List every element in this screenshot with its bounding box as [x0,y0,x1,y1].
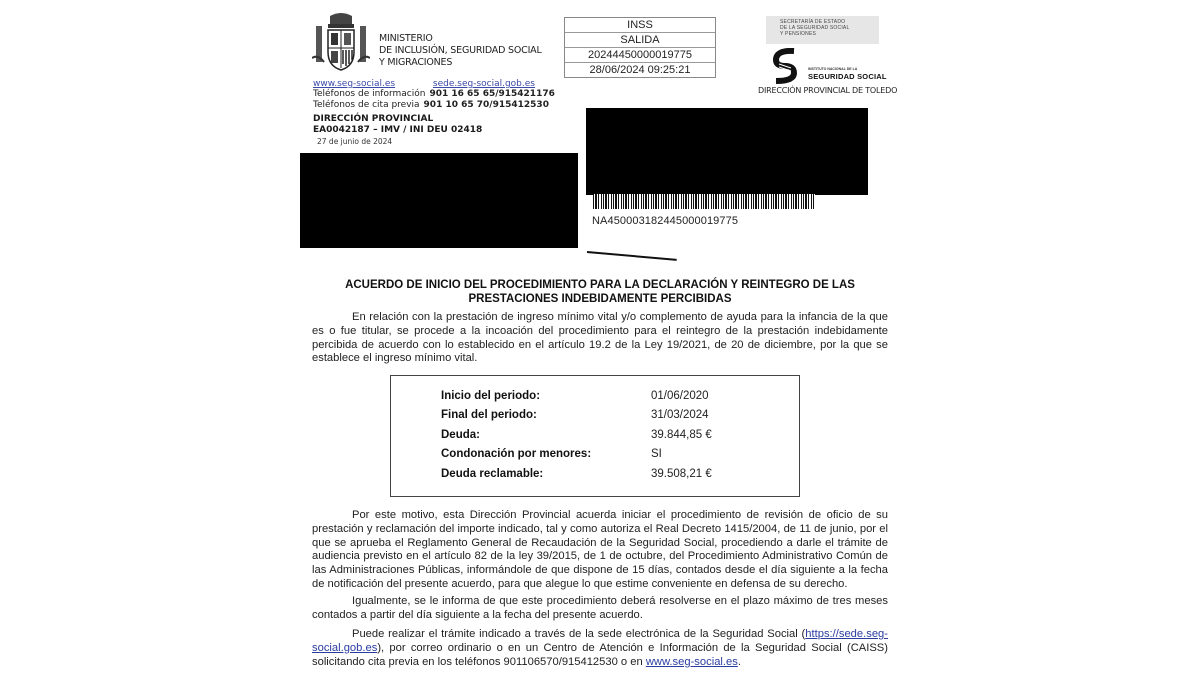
link-seg-social[interactable]: www.seg-social.es [313,79,396,89]
link-sede[interactable]: sede.seg-social.gob.es [432,79,535,89]
summary-label: Inicio del periodo: [441,390,541,402]
contact-paragraph [312,628,888,669]
phone-appt-value: 901 10 65 70/915412530 [423,100,549,110]
summary-value: SI [651,448,662,460]
agency-name: SEGURIDAD SOCIAL [808,72,887,81]
stamp-entity: INSS [565,18,715,33]
ministry-line-2: DE INCLUSIÓN, SEGURIDAD SOCIAL [379,45,542,56]
secretaria-line-3: Y PENSIONES [780,31,817,37]
intro-paragraph [312,311,888,366]
summary-row-claimable [441,468,781,480]
barcode [593,194,815,209]
deadline-text: Igualmente, se le informa de que este procedimiento deberá resolverse en el plazo máximo de tres meses contados a partir del día siguiente a la fecha del presente acuerdo. [312,595,888,621]
stamp-datetime: 28/06/2024 09:25:21 [589,64,691,76]
ministry-line-3: Y MIGRACIONES [379,57,453,68]
document-title [300,278,900,306]
secretaria-line-2: DE LA SEGURIDAD SOCIAL [780,25,850,31]
document-date: 27 de junio de 2024 [317,137,393,146]
sede-electronica-link[interactable]: https://sede.seg-social.gob.es [312,628,888,654]
summary-label: Deuda: [441,429,480,441]
summary-row-debt [441,429,781,441]
phone-info-label: Teléfonos de información [313,89,426,99]
phone-info [313,89,555,99]
deadline-paragraph [312,595,888,623]
stamp-number: 20244450000019775 [565,48,715,63]
contact-text-a: Puede realizar el trámite indicado a través de la sede electrónica de la Seguridad Social ( [352,628,806,640]
seguridad-social-logo-icon [770,48,800,84]
contact-text-b: ), por correo ordinario o en un Centro de Atención e Información de la Seguridad Social (CAISS) solicitando cita previa en los teléfonos 901106570/915412530 o en [312,641,888,668]
redacted-address-block [586,108,868,195]
barcode-number: NA450003182445000019775 [592,215,739,227]
provincial-direction-block [313,114,482,136]
spain-coat-of-arms-icon [312,12,370,74]
summary-value: 39.844,85 € [651,429,712,441]
summary-row-condonation [441,448,781,460]
direction-label: DIRECCIÓN PROVINCIAL [313,114,434,124]
seg-social-link[interactable]: www.seg-social.es [645,655,738,668]
summary-value: 39.508,21 € [651,468,712,480]
agency-direction: DIRECCIÓN PROVINCIAL DE TOLEDO [758,86,898,95]
secretaria-line-1: SECRETARÍA DE ESTADO [780,19,846,25]
redacted-recipient-block [300,153,578,248]
title-line-1: ACUERDO DE INICIO DEL PROCEDIMIENTO PARA LA DECLARACIÓN Y REINTEGRO DE LAS [345,279,855,291]
ministry-line-1: MINISTERIO [379,33,433,44]
agency-small-label: INSTITUTO NACIONAL DE LA [808,67,858,71]
phone-info-value: 901 16 65 65/915421176 [429,89,555,99]
contact-text-c: . [737,655,741,668]
summary-value: 01/06/2020 [651,390,709,402]
summary-label: Final del periodo: [441,409,537,421]
stamp-type: SALIDA [565,33,715,48]
secretaria-label [766,16,879,44]
ministry-name [379,33,542,69]
summary-row-end [441,409,781,421]
summary-row-start [441,390,781,402]
debt-summary-box [390,375,800,497]
procedure-text: Por este motivo, esta Dirección Provincial acuerda iniciar el procedimiento de revisión de oficio de su prestación y reclamación del importe indicado, tal y como autoriza el Real Decreto 1415/2004, de 11 de junio, por el que se aprueba el Reglamento General de Recaudación de la Seguridad Social, procediendo a darle el trámite de audiencia previsto en el artículo 82 de la ley 39/2015, de 1 de octubre, del Procedimiento Administrativo Común de las Administraciones Públicas, informándole de que dispone de 15 días, contados desde el día siguiente a la fecha de notificación del presente acuerdo, para que alegue lo que estime conveniente en defensa de su derecho. [312,509,888,590]
intro-text: En relación con la prestación de ingreso mínimo vital y/o complemento de ayuda para la infancia de la que es o fue titular, se procede a la incoación del procedimiento para el reintegro de la prestación indebidamente percibida de acuerdo con lo establecido en el artículo 19.2 de la Ley 19/2021, de 20 de diciembre, por la que se establece el ingreso mínimo vital. [312,311,888,365]
summary-value: 31/03/2024 [651,409,709,421]
registry-stamp [564,17,716,78]
procedure-paragraph [312,509,888,592]
header-links [313,79,535,89]
handwritten-mark [587,251,677,261]
phone-appointment [313,100,549,110]
summary-label: Condonación por menores: [441,448,592,460]
reference-code: EA0042187 – IMV / INI DEU 02418 [313,125,483,135]
summary-label: Deuda reclamable: [441,468,544,480]
phone-appt-label: Teléfonos de cita previa [313,100,420,110]
title-line-2: PRESTACIONES INDEBIDAMENTE PERCIBIDAS [468,293,732,305]
